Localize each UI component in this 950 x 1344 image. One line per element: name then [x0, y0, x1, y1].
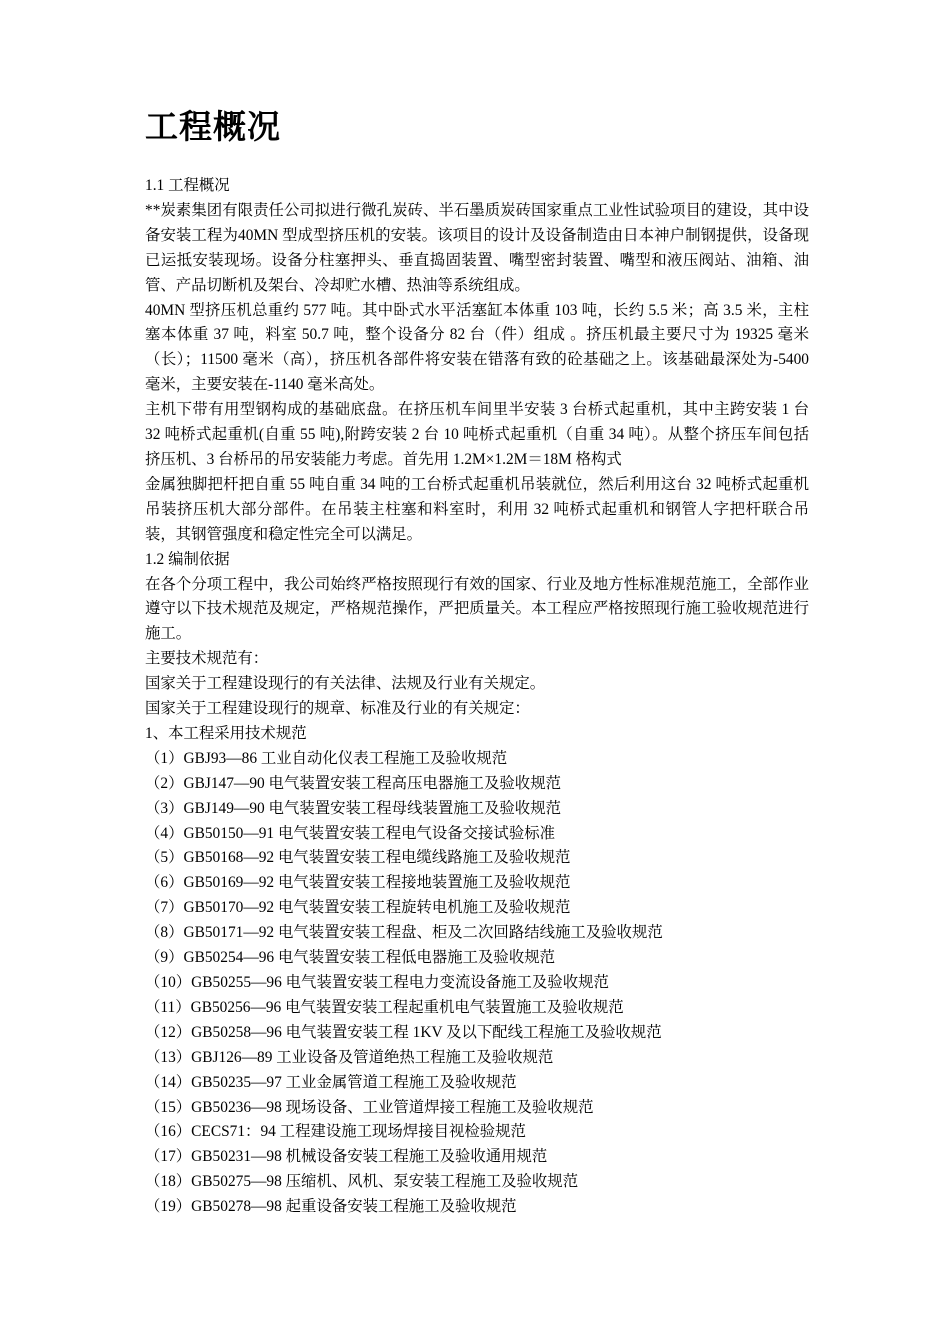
paragraph-foundation-cranes: 主机下带有用型钢构成的基础底盘。在挤压机车间里半安装 3 台桥式起重机，其中主跨安装 1 台 32 吨桥式起重机(自重 55 吨),附跨安装 2 台 10 吨桥式起重机（自重 34 吨）。从整个挤压车间包括挤压机、3 台桥吊的吊安装能力考虑。首先用 1.2M×1.2M＝18M 格构式	[145, 401, 809, 468]
list-item: （8）GB50171—92 电气装置安装工程盘、柜及二次回路结线施工及验收规范	[145, 924, 663, 942]
list-item: （18）GB50275—98 压缩机、风机、泵安装工程施工及验收规范	[145, 1173, 579, 1191]
list-item: （15）GB50236—98 现场设备、工业管道焊接工程施工及验收规范	[145, 1098, 594, 1116]
paragraph-hoisting-method: 金属独脚把杆把自重 55 吨自重 34 吨的工台桥式起重机吊装就位，然后利用这台 32 吨桥式起重机吊装挤压机大部分部件。在吊装主柱塞和料室时，利用 32 吨桥式起重机和钢管人字把杆联合吊装，其钢管强度和稳定性完全可以满足。	[145, 475, 809, 543]
paragraph-national-rules: 国家关于工程建设现行的规章、标准及行业的有关规定：	[145, 700, 530, 718]
list-item: （12）GB50258—96 电气装置安装工程 1KV 及以下配线工程施工及验收规范	[145, 1023, 662, 1041]
paragraph-project-intro: **炭素集团有限责任公司拟进行微孔炭砖、半石墨质炭砖国家重点工业性试验项目的建设，其中设备安装工程为40MN 型成型挤压机的安装。该项目的设计及设备制造由日本神户制钢提供，设备现已运抵安装现场。设备分柱塞押头、垂直捣固装置、嘴型密封装置、嘴型和液压阀站、油箱、油管、产品切断机及架台、冷却贮水槽、热油等系统组成。	[145, 201, 809, 294]
list-item: （7）GB50170—92 电气装置安装工程旋转电机施工及验收规范	[145, 899, 571, 917]
paragraph-standards-intro: 在各个分项工程中，我公司始终严格按照现行有效的国家、行业及地方性标准规范施工，全部作业遵守以下技术规范及规定，严格规范操作，严把质量关。本工程应严格按照现行施工验收规范进行施工。	[145, 575, 809, 643]
list-item: （17）GB50231—98 机械设备安装工程施工及验收通用规范	[145, 1148, 548, 1166]
list-item: （16）CECS71：94 工程建设施工现场焊接目视检验规范	[145, 1123, 526, 1141]
list-item: （9）GB50254—96 电气装置安装工程低电器施工及验收规范	[145, 949, 555, 967]
paragraph-main-specs-label: 主要技术规范有：	[145, 650, 269, 668]
paragraph-tech-specs-heading: 1、本工程采用技术规范	[145, 724, 307, 742]
paragraph-national-laws: 国家关于工程建设现行的有关法律、法规及行业有关规定。	[145, 675, 546, 693]
list-item: （6）GB50169—92 电气装置安装工程接地装置施工及验收规范	[145, 874, 571, 892]
list-item: （4）GB50150—91 电气装置安装工程电气设备交接试验标准	[145, 824, 555, 842]
list-item: （1）GBJ93—86 工业自动化仪表工程施工及验收规范	[145, 749, 508, 767]
section-heading-basis: 1.2 编制依据	[145, 550, 230, 568]
paragraph-press-specs: 40MN 型挤压机总重约 577 吨。其中卧式水平活塞缸本体重 103 吨，长约 5.5 米；高 3.5 米，主柱塞本体重 37 吨，料室 50.7 吨，整个设备分 82 台（件）组成 。挤压机最主要尺寸为 19325 毫米（长）；11500 毫米（高），挤压机各部件将安装在错落有致的砼基础之上。该基础最深处为-5400 毫米，主要安装在-1140 毫米高处。	[145, 301, 809, 394]
list-item: （11）GB50256—96 电气装置安装工程起重机电气装置施工及验收规范	[145, 998, 624, 1016]
list-item: （3）GBJ149—90 电气装置安装工程母线装置施工及验收规范	[145, 799, 561, 817]
list-item: （5）GB50168—92 电气装置安装工程电缆线路施工及验收规范	[145, 849, 571, 867]
document-body	[145, 174, 809, 1220]
section-heading-overview: 1.1 工程概况	[145, 177, 230, 194]
list-item: （19）GB50278—98 起重设备安装工程施工及验收规范	[145, 1198, 517, 1216]
page-title: 工程概况	[145, 107, 281, 146]
list-item: （13）GBJ126—89 工业设备及管道绝热工程施工及验收规范	[145, 1048, 554, 1066]
list-item: （10）GB50255—96 电气装置安装工程电力变流设备施工及验收规范	[145, 974, 609, 991]
list-item: （2）GBJ147—90 电气装置安装工程高压电器施工及验收规范	[145, 774, 561, 792]
standards-list	[145, 747, 809, 1220]
list-item: （14）GB50235—97 工业金属管道工程施工及验收规范	[145, 1073, 517, 1091]
